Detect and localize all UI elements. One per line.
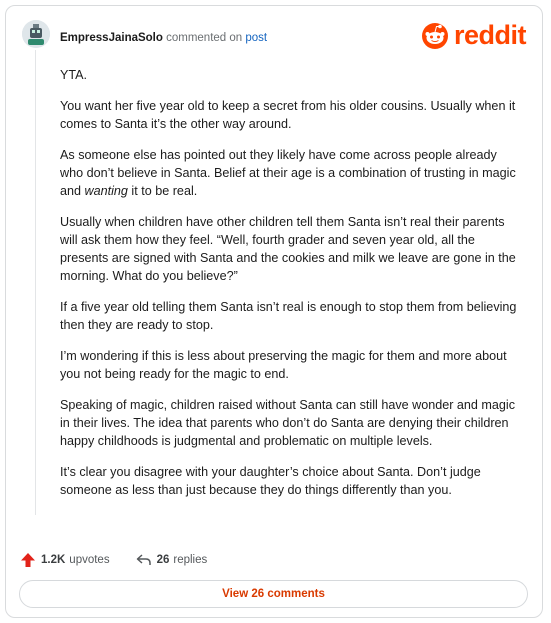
- replies-button[interactable]: [136, 552, 208, 568]
- comment-actions: [20, 550, 233, 570]
- comment-meta: [60, 32, 267, 44]
- thread-line[interactable]: [35, 50, 36, 515]
- reddit-wordmark: reddit: [453, 19, 526, 50]
- comment-paragraph: You want her five year old to keep a secret from his older cousins. Usually when it comes to Santa it’s the other way around.: [60, 99, 516, 131]
- view-comments-button[interactable]: View 26 comments: [19, 580, 528, 608]
- commented-on-text: commented on: [166, 32, 243, 44]
- comment-paragraph: YTA.: [60, 68, 88, 82]
- emphasis-text: wanting: [84, 184, 128, 198]
- post-link[interactable]: post: [245, 32, 268, 44]
- comment-header: [22, 18, 526, 54]
- upvote-button[interactable]: [20, 552, 110, 568]
- paragraph-text: As someone else has pointed out they likely have come across people already who don’t believe in Santa. Belief at their age is a combination of trusting in magic and: [60, 148, 516, 198]
- comment-paragraph: If a five year old telling them Santa isn’t real is enough to stop them from believing then they are ready to stop.: [60, 300, 517, 332]
- replies-count: 26: [156, 554, 170, 566]
- reply-arrow-icon: [136, 552, 152, 568]
- comment-card: [5, 5, 543, 618]
- comment-paragraph: Usually when children have other children tell them Santa isn’t real their parents will ask them how they feel. “Well, fourth grader and seven year old, all the presents are signed with Santa and the cookies and milk we leave are gone in the morning. What do you believe?”: [60, 215, 516, 283]
- reddit-logo: [420, 20, 526, 50]
- upvote-arrow-icon: [20, 552, 36, 568]
- comment-paragraph: Speaking of magic, children raised without Santa can still have wonder and magic in their lives. The idea that parents who don’t do Santa are denying their children happy childhoods is judgmental and problematic on multiple levels.: [60, 398, 516, 448]
- username[interactable]: EmpressJainaSolo: [60, 32, 163, 44]
- comment-body: [60, 66, 520, 512]
- avatar[interactable]: [22, 20, 50, 48]
- comment-paragraph: [60, 146, 520, 200]
- comment-paragraph: It’s clear you disagree with your daughter’s choice about Santa. Don’t judge someone as less than just because they do things differently than you.: [60, 465, 481, 497]
- upvote-label: upvotes: [69, 554, 110, 566]
- paragraph-text: it to be real.: [127, 184, 198, 198]
- reddit-snoo-icon: [420, 20, 450, 50]
- upvote-count: 1.2K: [41, 554, 66, 566]
- replies-label: replies: [173, 554, 208, 566]
- comment-paragraph: I’m wondering if this is less about preserving the magic for them and more about you not being ready for the magic to end.: [60, 349, 507, 381]
